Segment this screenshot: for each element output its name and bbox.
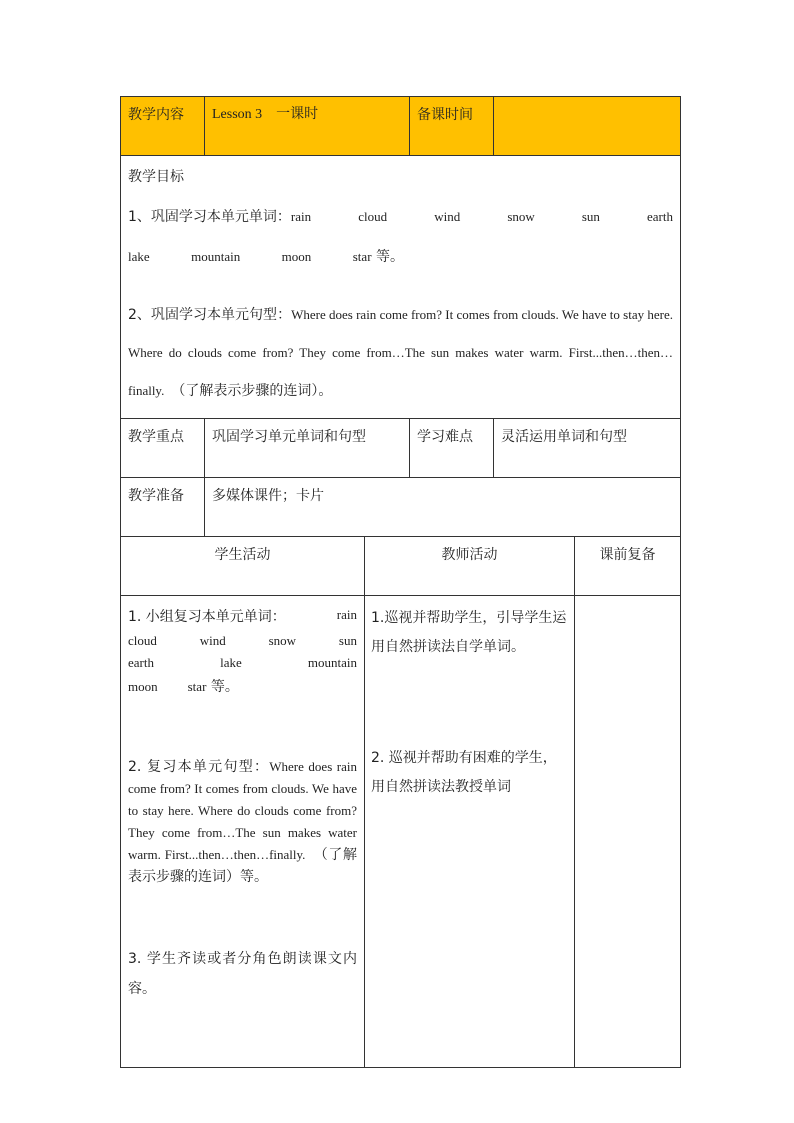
- word: star: [352, 249, 372, 264]
- goals-row: [121, 156, 681, 419]
- student-1-line-4: [128, 674, 357, 700]
- word: snow: [507, 209, 535, 224]
- word: rain: [290, 209, 312, 224]
- word: sun: [338, 633, 357, 648]
- word: lake: [220, 655, 242, 670]
- key-points-label: 教学重点: [121, 419, 205, 478]
- word: cloud: [358, 209, 388, 224]
- preparation-value: 多媒体课件；卡片: [205, 478, 681, 537]
- preparation-label: 教学准备: [121, 478, 205, 537]
- lesson-value: Lesson 3 一课时: [205, 97, 410, 156]
- teacher-1: 1.巡视并帮助学生，引导学生运用自然拼读法自学单词。: [371, 610, 567, 655]
- word: mountain: [191, 249, 241, 264]
- student-2-suffix: （了解表示步骤的连词）等。: [128, 847, 357, 885]
- activities-header-row: [121, 537, 681, 596]
- student-1-prefix: 1. 小组复习本单元单词：: [128, 609, 286, 625]
- word: earth: [647, 209, 673, 224]
- word: earth: [128, 655, 154, 670]
- word: rain: [336, 607, 357, 622]
- goal-2-text: Where does rain come from? It comes from clouds. We have to stay here. Where do clouds come from? They come from…The sun makes water warm. First...then…then…finally.: [128, 307, 673, 398]
- goal-1-suffix: 等。: [375, 249, 404, 265]
- preparation-row: [121, 478, 681, 537]
- difficulty-value: 灵活运用单词和句型: [494, 419, 681, 478]
- student-1-line-3: [128, 652, 357, 674]
- activities-body-row: [121, 596, 681, 1068]
- key-points-row: [121, 419, 681, 478]
- word: mountain: [307, 655, 357, 670]
- review-header: 课前复备: [575, 537, 681, 596]
- goals-cell: [121, 156, 681, 419]
- student-1-suffix: 等。: [210, 679, 239, 695]
- word: snow: [268, 633, 297, 648]
- content-label: 教学内容: [121, 97, 205, 156]
- teacher-2: 2. 巡视并帮助有困难的学生，用自然拼读法教授单词: [371, 750, 557, 795]
- student-2: [128, 756, 357, 888]
- goal-2: [128, 296, 673, 410]
- student-activity-header: 学生活动: [121, 537, 365, 596]
- time-value: [494, 97, 681, 156]
- goal-1-line-1: [128, 206, 673, 228]
- teacher-activity-header: 教师活动: [365, 537, 575, 596]
- key-points-value: 巩固学习单元单词和句型: [205, 419, 410, 478]
- activities-table: [120, 536, 681, 1068]
- student-2-prefix: 2. 复习本单元句型：: [128, 759, 270, 775]
- word: lake: [128, 249, 150, 264]
- header-row: [121, 97, 681, 156]
- student-3: 3. 学生齐读或者分角色朗读课文内容。: [128, 951, 357, 997]
- word: star: [187, 679, 207, 694]
- goal-2-suffix: （了解表示步骤的连词）。: [178, 383, 333, 399]
- student-2-text: Where does rain come from? It comes from clouds. We have to stay here. Where do clouds come from? They come from…The sun makes water warm. First...then…then…finally.: [128, 759, 357, 862]
- word: moon: [128, 679, 158, 694]
- review-cell: [575, 596, 681, 1068]
- goals-title: 教学目标: [128, 169, 184, 185]
- word: wind: [434, 209, 461, 224]
- goal-1-prefix: 1、巩固学习本单元单词：: [128, 209, 291, 225]
- goal-2-prefix: 2、巩固学习本单元句型：: [128, 307, 292, 323]
- lesson-info-table: [120, 96, 681, 537]
- goal-1-line-2: [128, 246, 404, 268]
- time-label: 备课时间: [410, 97, 494, 156]
- student-activities: [121, 596, 365, 1068]
- word: wind: [199, 633, 226, 648]
- student-1-line-1: [128, 604, 357, 630]
- word: moon: [281, 249, 312, 264]
- student-1-line-2: [128, 630, 357, 652]
- teacher-activities: [365, 596, 575, 1068]
- lesson-plan: [120, 96, 680, 1068]
- word: cloud: [128, 633, 157, 648]
- word: sun: [581, 209, 600, 224]
- difficulty-label: 学习难点: [410, 419, 494, 478]
